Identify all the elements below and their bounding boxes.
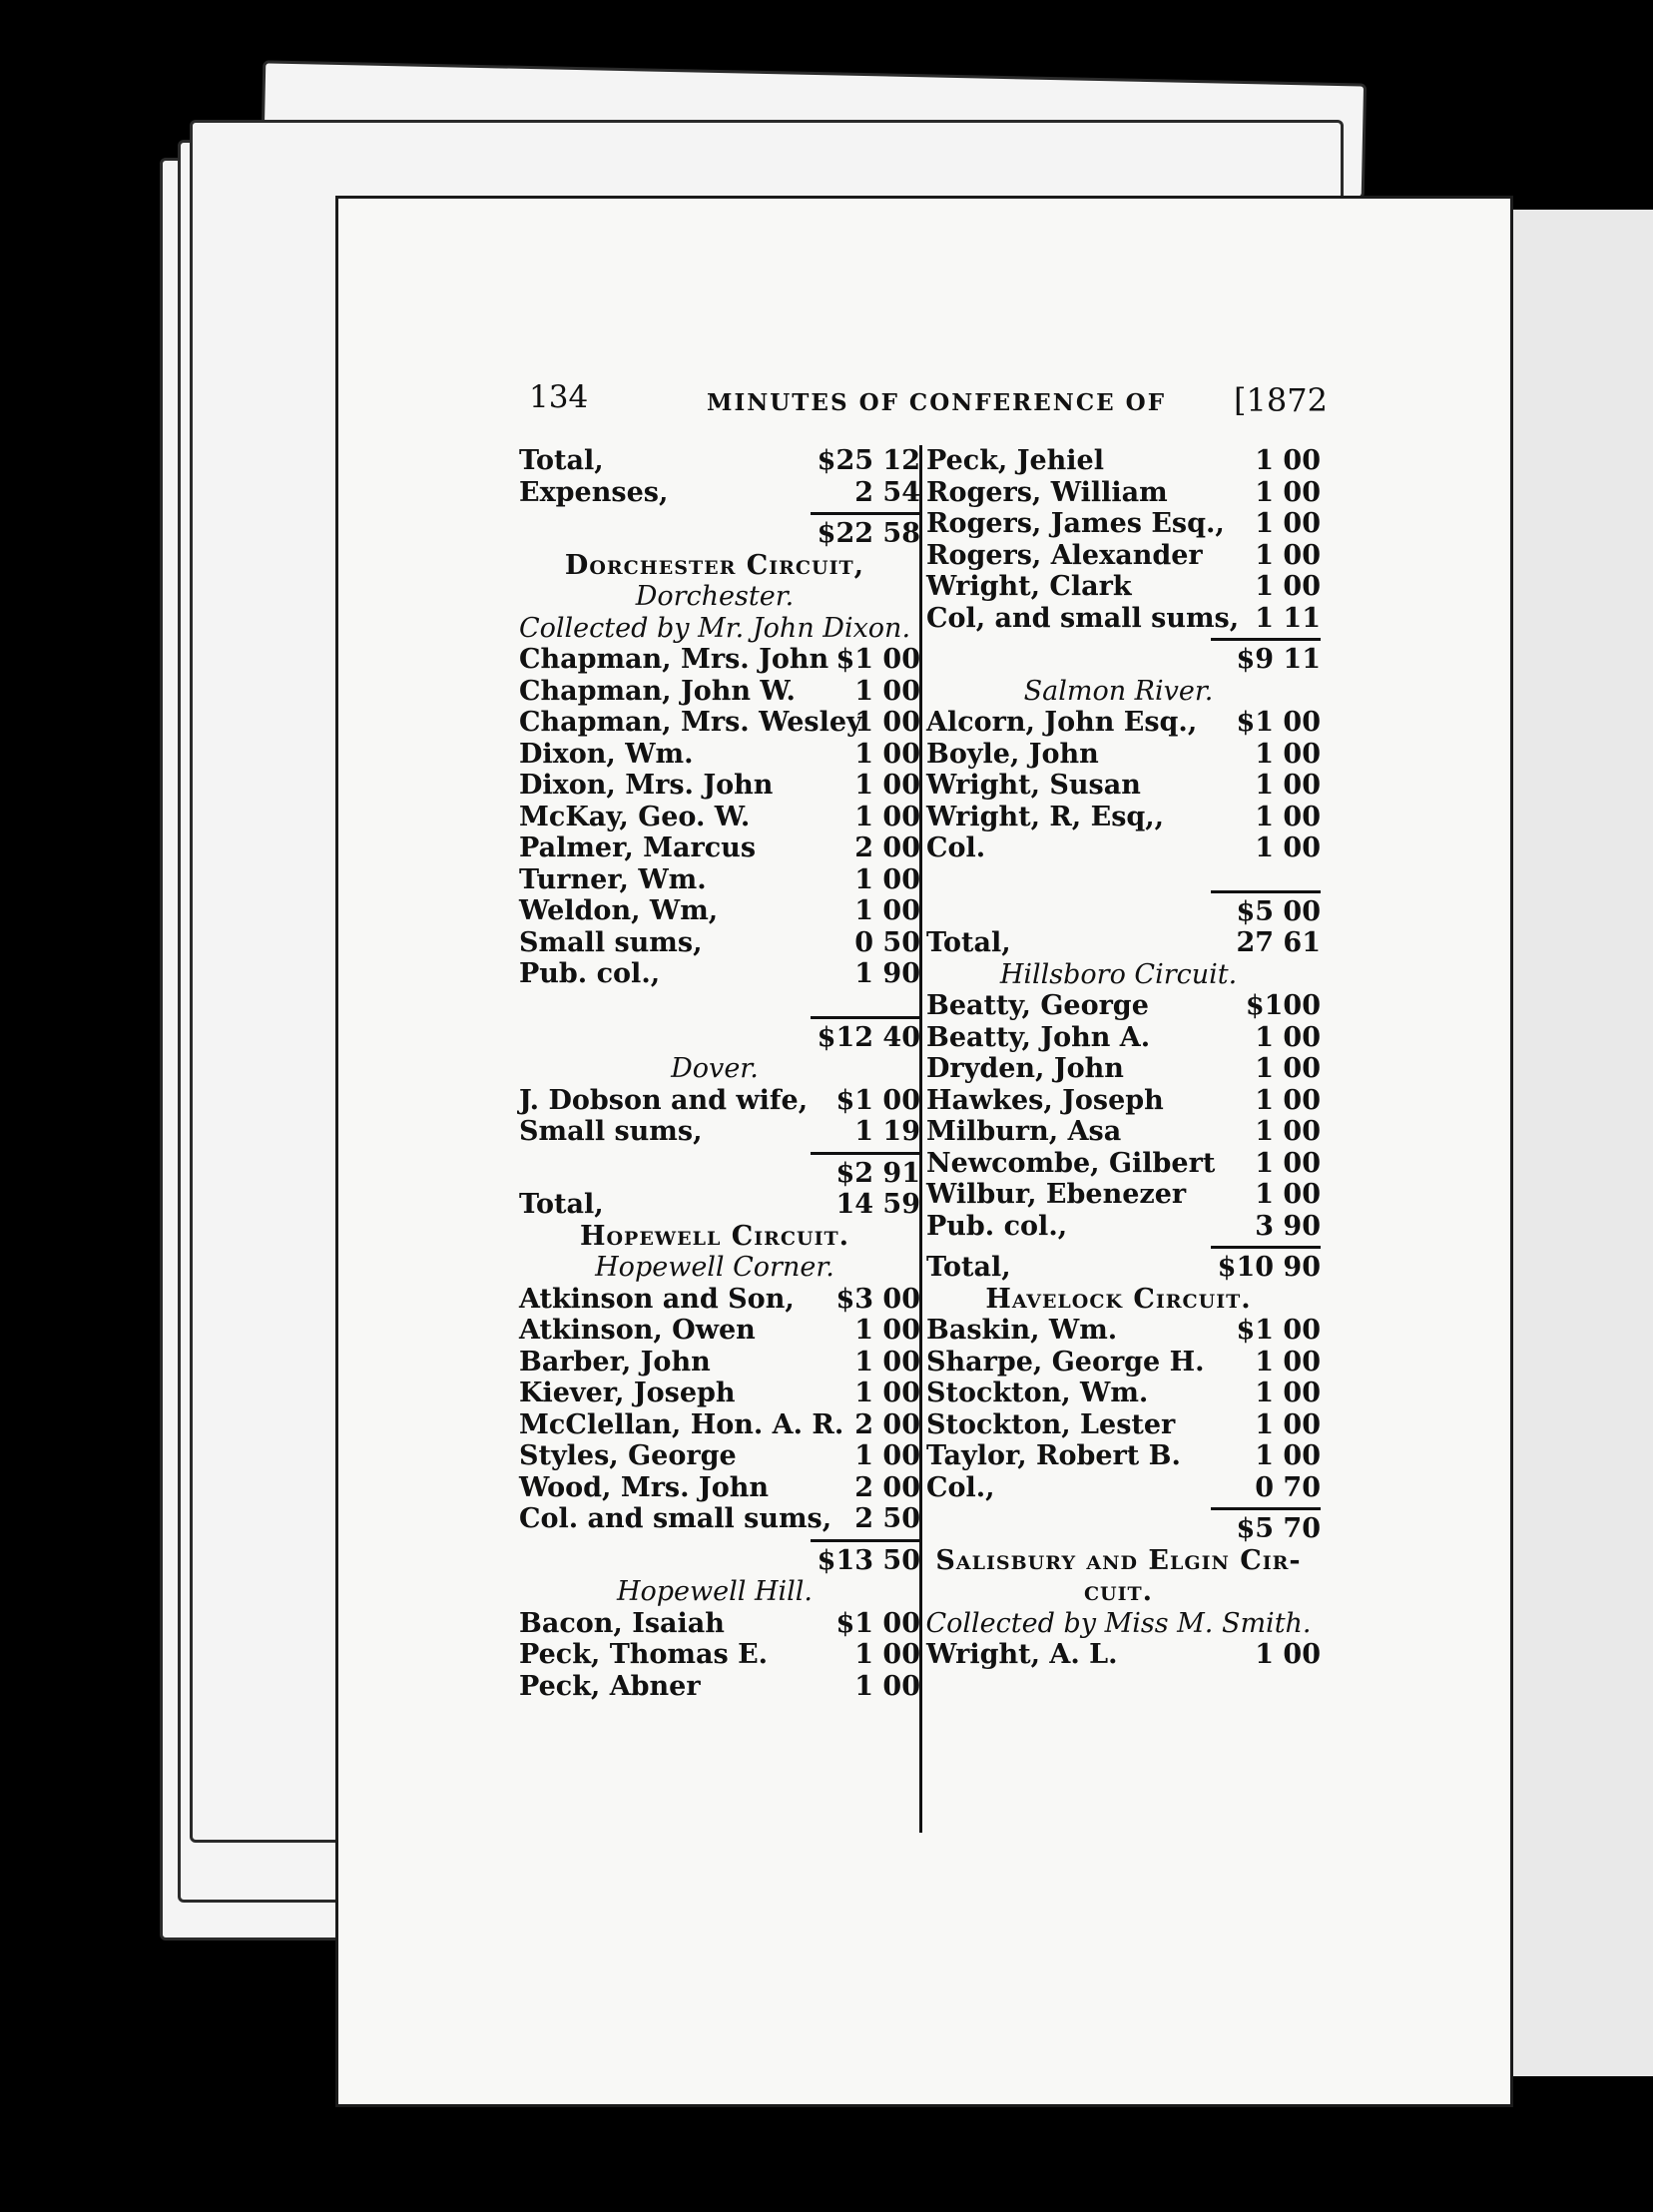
sum-rule xyxy=(509,1535,920,1545)
net-row: $22 58 xyxy=(817,518,920,549)
page-header xyxy=(529,379,1328,439)
ledger-row: Chapman, Mrs. Wesley 1 00 xyxy=(519,707,920,738)
ledger-row: Pub. col., 3 90 xyxy=(926,1210,1321,1242)
facing-page xyxy=(1507,210,1653,2076)
ledger-row: Col., 0 70 xyxy=(926,1471,1321,1503)
ledger-row: Total, $25 12 xyxy=(519,445,920,476)
sum-rule xyxy=(916,1242,1321,1252)
ledger-row: Atkinson and Son, $3 00 xyxy=(519,1283,920,1315)
circuit-heading: Hopewell Circuit. xyxy=(579,1220,850,1252)
ledger-row: Milburn, Asa 1 00 xyxy=(926,1116,1321,1147)
ledger-row: Wright, Clark 1 00 xyxy=(926,571,1321,602)
ledger-row: Weldon, Wm, 1 00 xyxy=(519,895,920,926)
ledger-row: Dixon, Wm. 1 00 xyxy=(519,738,920,770)
ledger-row: Chapman, Mrs. John $1 00 xyxy=(519,644,920,675)
circuit-heading-cont: cuit. xyxy=(1083,1576,1154,1607)
sum-rule xyxy=(509,1148,920,1158)
ledger-row: J. Dobson and wife, $1 00 xyxy=(519,1084,920,1116)
ledger-row: Rogers, William 1 00 xyxy=(926,476,1321,508)
ledger-row: Wood, Mrs. John 2 00 xyxy=(519,1471,920,1503)
ledger-row: Styles, George 1 00 xyxy=(519,1440,920,1471)
ledger-row: Sharpe, George H. 1 00 xyxy=(926,1346,1321,1378)
ledger-row: Hawkes, Joseph 1 00 xyxy=(926,1084,1321,1116)
left-column xyxy=(509,445,920,1702)
ledger-row: Alcorn, John Esq., $1 00 xyxy=(926,707,1321,738)
circuit-heading: Dorchester Circuit, xyxy=(564,549,865,581)
ledger-row: Col. 1 00 xyxy=(926,832,1321,863)
subtotal-row: $5 70 xyxy=(1236,1513,1321,1544)
ledger-row: Dixon, Mrs. John 1 00 xyxy=(519,770,920,801)
ledger-row: Rogers, James Esq., 1 00 xyxy=(926,508,1321,539)
ledger-row: McKay, Geo. W. 1 00 xyxy=(519,801,920,832)
total-row: Total, $10 90 xyxy=(926,1252,1321,1283)
ledger-row: Baskin, Wm. $1 00 xyxy=(926,1315,1321,1346)
ledger-row: Wright, A. L. 1 00 xyxy=(926,1639,1321,1670)
ledger-row: Small sums, 1 19 xyxy=(519,1116,920,1147)
ledger-row: Beatty, George $100 xyxy=(926,990,1321,1021)
total-row: Total, 27 61 xyxy=(926,927,1321,958)
ledger-row: Stockton, Wm. 1 00 xyxy=(926,1378,1321,1408)
ledger-row: Col. and small sums, 2 50 xyxy=(519,1503,920,1534)
place-heading: Dorchester. xyxy=(635,581,795,612)
total-row: Total, 14 59 xyxy=(519,1189,920,1220)
running-title: MINUTES OF CONFERENCE OF xyxy=(707,389,1167,416)
ledger-row: Wright, R, Esq,, 1 00 xyxy=(926,801,1321,832)
ledger-row: Bacon, Isaiah $1 00 xyxy=(519,1607,920,1639)
ledger-row: Peck, Jehiel 1 00 xyxy=(926,445,1321,476)
sum-rule xyxy=(509,508,920,518)
ledger-row: Peck, Abner 1 00 xyxy=(519,1670,920,1702)
ledger-row: McClellan, Hon. A. R. 2 00 xyxy=(519,1408,920,1440)
circuit-heading: Havelock Circuit. xyxy=(985,1283,1252,1315)
ledger-row: Expenses, 2 54 xyxy=(519,476,920,508)
page-number: 134 xyxy=(529,379,589,415)
ledger-row: Kiever, Joseph 1 00 xyxy=(519,1378,920,1408)
place-heading: Hopewell Hill. xyxy=(616,1576,814,1607)
ledger-row: Barber, John 1 00 xyxy=(519,1346,920,1378)
ledger-row: Newcombe, Gilbert 1 00 xyxy=(926,1147,1321,1179)
subtotal-row: $13 50 xyxy=(817,1544,920,1576)
place-heading: Salmon River. xyxy=(1023,675,1214,707)
circuit-heading: Salisbury and Elgin Cir- xyxy=(935,1544,1302,1576)
place-heading: Dover. xyxy=(671,1053,759,1084)
right-column xyxy=(916,445,1321,1671)
subtotal-row: $12 40 xyxy=(817,1021,920,1053)
ledger-row: Turner, Wm. 1 00 xyxy=(519,863,920,895)
place-heading: Hopewell Corner. xyxy=(595,1252,834,1283)
ledger-row: Small sums, 0 50 xyxy=(519,926,920,958)
collector-note: Collected by Mr. John Dixon. xyxy=(519,612,911,644)
ledger-row: Palmer, Marcus 2 00 xyxy=(519,832,920,863)
ledger-row: Beatty, John A. 1 00 xyxy=(926,1021,1321,1053)
ledger-row: Col, and small sums, 1 11 xyxy=(926,602,1321,634)
subtotal-row: $9 11 xyxy=(1236,644,1321,675)
ledger-row: Boyle, John 1 00 xyxy=(926,738,1321,770)
ledger-row: Atkinson, Owen 1 00 xyxy=(519,1315,920,1346)
subtotal-row: $2 91 xyxy=(835,1157,920,1189)
place-heading: Hillsboro Circuit. xyxy=(999,958,1238,990)
sum-rule xyxy=(916,886,1321,896)
sum-rule xyxy=(509,1012,920,1022)
ledger-row: Chapman, John W. 1 00 xyxy=(519,675,920,707)
year-marker: [1872 xyxy=(1234,381,1328,419)
ledger-row: Rogers, Alexander 1 00 xyxy=(926,539,1321,571)
ledger-row: Peck, Thomas E. 1 00 xyxy=(519,1639,920,1670)
ledger-row: Dryden, John 1 00 xyxy=(926,1053,1321,1084)
sum-rule xyxy=(916,634,1321,644)
ledger-row: Wright, Susan 1 00 xyxy=(926,770,1321,801)
ledger-row: Pub. col., 1 90 xyxy=(519,958,920,989)
sum-rule xyxy=(916,1503,1321,1513)
subtotal-row: $5 00 xyxy=(1236,895,1321,927)
ledger-row: Stockton, Lester 1 00 xyxy=(926,1408,1321,1440)
ledger-row: Wilbur, Ebenezer 1 00 xyxy=(926,1179,1321,1210)
ledger-row: Taylor, Robert B. 1 00 xyxy=(926,1440,1321,1471)
collector-note: Collected by Miss M. Smith. xyxy=(925,1607,1312,1639)
